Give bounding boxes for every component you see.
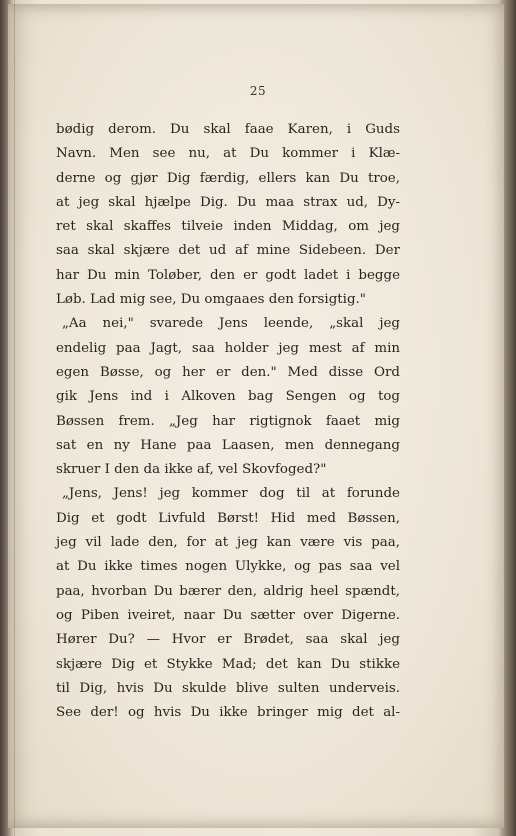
text-line: See der! og hvis Du ikke bringer mig det al- [56, 705, 400, 721]
binding-gutter [14, 0, 15, 836]
text-line: „Jens, Jens! jeg kommer dog til at forunde [62, 486, 400, 502]
text-line: bødig derom. Du skal faae Karen, i Guds [56, 122, 400, 137]
text-line: sat en ny Hane paa Laasen, men dennegang [56, 437, 400, 453]
text-line: gik Jens ind i Alkoven bag Sengen og tog [56, 389, 400, 405]
text-line: „Aa nei," svarede Jens leende, „skal jeg [62, 316, 400, 332]
text-line: ret skal skaffes tilveie inden Middag, om jeg [56, 219, 400, 235]
text-line: saa skal skjære det ud af mine Sidebeen. Der [56, 243, 400, 259]
text-line: Dig et godt Livfuld Børst! Hid med Bøssen, [56, 510, 400, 526]
text-line: at Du ikke times nogen Ulykke, og pas saa vel [56, 559, 400, 575]
page-number: 25 [249, 84, 267, 98]
text-line: paa, hvorban Du bærer den, aldrig heel spændt, [56, 583, 400, 599]
text-line: til Dig, hvis Du skulde blive sulten underveis. [56, 680, 400, 696]
text-line: jeg vil lade den, for at jeg kan være vis paa, [56, 535, 400, 551]
text-line: derne og gjør Dig færdig, ellers kan Du troe, [56, 170, 400, 186]
text-line: skruer I den da ikke af, vel Skovfoged?" [56, 462, 327, 478]
text-line: egen Bøsse, og her er den." Med disse Ord [56, 364, 400, 380]
text-line: skjære Dig et Stykke Mad; det kan Du stikke [56, 656, 400, 672]
body-text [56, 118, 400, 725]
text-line: Løb. Lad mig see, Du omgaaes den forsigtig." [56, 292, 366, 308]
text-line: har Du min Toløber, den er godt ladet i begge [56, 267, 400, 283]
text-line: Bøssen frem. „Jeg har rigtignok faaet mig [56, 413, 400, 429]
text-line: Hører Du? — Hvor er Brødet, saa skal jeg [56, 632, 400, 648]
text-line: endelig paa Jagt, saa holder jeg mest af min [56, 340, 400, 356]
text-line: Navn. Men see nu, at Du kommer i Klæ- [56, 146, 400, 162]
text-line: og Piben iveiret, naar Du sætter over Digerne. [56, 607, 400, 623]
text-line: at jeg skal hjælpe Dig. Du maa strax ud, Dy- [56, 194, 400, 210]
